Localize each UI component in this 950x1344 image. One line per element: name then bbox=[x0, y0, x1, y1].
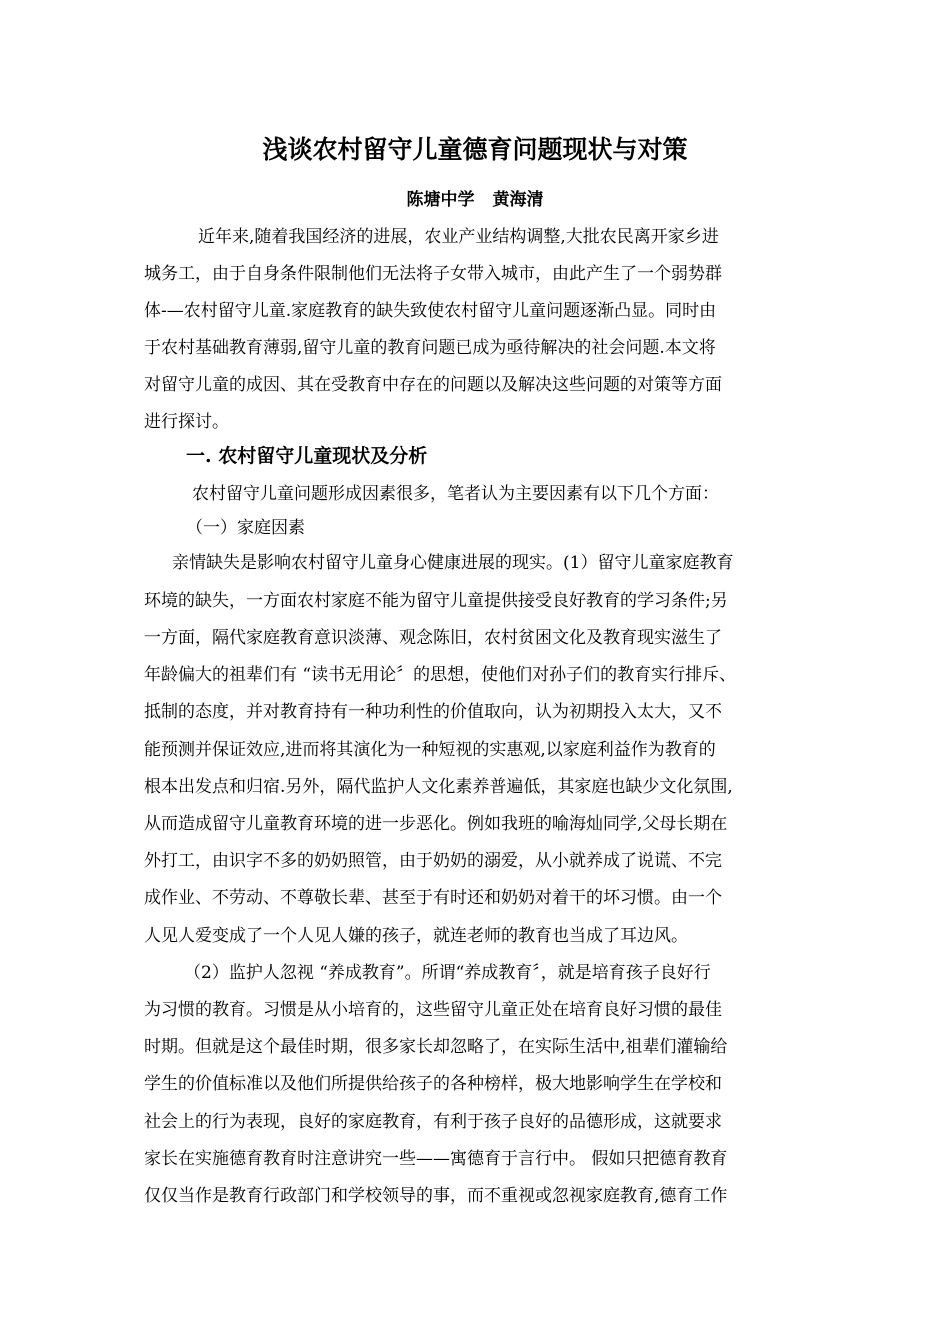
abstract-line: 近年来,随着我国经济的进展，农业产业结构调整,大批农民离开家乡进 bbox=[198, 227, 719, 247]
abstract-line: 进行探讨。 bbox=[144, 412, 229, 432]
paragraph-line: （2）监护人忽视 “养成教育”。所谓“养成教育〞，就是培育孩子良好行 bbox=[184, 963, 711, 983]
author-name: 黄海清 bbox=[492, 190, 544, 210]
paragraph-line: 家长在实施德育教育时注意讲究一些——寓德育于言行中。 假如只把德育教育 bbox=[144, 1149, 728, 1169]
paragraph-line: 社会上的行为表现，良好的家庭教育，有利于孩子良好的品德形成，这就要求 bbox=[144, 1112, 722, 1132]
document-title: 浅谈农村留守儿童德育问题现状与对策 bbox=[262, 135, 688, 164]
paragraph-line: 抵制的态度，并对教育持有一种功利性的价值取向，认为初期投入太大，又不 bbox=[144, 702, 722, 722]
paragraph-line: 根本出发点和归宿.另外，隔代监护人文化素养普遍低，其家庭也缺少文化氛围, bbox=[144, 777, 733, 797]
section-heading: 一. 农村留守儿童现状及分析 bbox=[186, 445, 428, 467]
subsection-heading: （一）家庭因素 bbox=[186, 518, 305, 538]
abstract-line: 于农村基础教育薄弱,留守儿童的教育问题已成为亟待解决的社会问题.本文将 bbox=[144, 338, 716, 358]
author-school: 陈塘中学 bbox=[406, 190, 475, 210]
paragraph-line: 一方面，隔代家庭教育意识淡薄、观念陈旧，农村贫困文化及教育现实滋生了 bbox=[144, 628, 722, 648]
paragraph-line: 成作业、不劳动、不尊敬长辈、甚至于有时还和奶奶对着干的坏习惯。由一个 bbox=[144, 888, 722, 908]
paragraph-line: 学生的价值标准以及他们所提供给孩子的各种榜样，极大地影响学生在学校和 bbox=[144, 1074, 722, 1094]
paragraph-line: 外打工，由识字不多的奶奶照管，由于奶奶的溺爱，从小就养成了说谎、不完 bbox=[144, 851, 722, 871]
paragraph-line: 仅仅当作是教育行政部门和学校领导的事，而不重视或忽视家庭教育,德育工作 bbox=[144, 1186, 728, 1206]
paragraph-line: 从而造成留守儿童教育环境的进一步恶化。例如我班的喻海灿同学,父母长期在 bbox=[144, 814, 728, 834]
paragraph-line: 年龄偏大的祖辈们有 “读书无用论〞的思想，使他们对孙子们的教育实行排斥、 bbox=[144, 665, 737, 685]
section-intro: 农村留守儿童问题形成因素很多，笔者认为主要因素有以下几个方面： bbox=[192, 484, 719, 504]
paragraph-line: 亲情缺失是影响农村留守儿童身心健康进展的现实。(1）留守儿童家庭教育 bbox=[172, 553, 734, 573]
paragraph-line: 人见人爱变成了一个人见人嫌的孩子，就连老师的教育也当成了耳边风。 bbox=[144, 926, 688, 946]
author-line bbox=[0, 186, 950, 214]
abstract-line: 对留守儿童的成因、其在受教育中存在的问题以及解决这些问题的对策等方面 bbox=[144, 375, 722, 395]
abstract-line: 城务工，由于自身条件限制他们无法将子女带入城市，由此产生了一个弱势群 bbox=[144, 264, 722, 284]
paragraph-line: 时期。但就是这个最佳时期，很多家长却忽略了，在实际生活中,祖辈们灌输给 bbox=[144, 1037, 728, 1057]
paragraph-line: 为习惯的教育。习惯是从小培育的，这些留守儿童正处在培育良好习惯的最佳 bbox=[144, 1000, 722, 1020]
paragraph-line: 环境的缺失，一方面农村家庭不能为留守儿童提供接受良好教育的学习条件;另 bbox=[144, 591, 728, 611]
paragraph-line: 能预测并保证效应,进而将其演化为一种短视的实惠观,以家庭利益作为教育的 bbox=[144, 740, 716, 760]
abstract-line: 体-—农村留守儿童.家庭教育的缺失致使农村留守儿童问题逐渐凸显。同时由 bbox=[144, 301, 717, 321]
